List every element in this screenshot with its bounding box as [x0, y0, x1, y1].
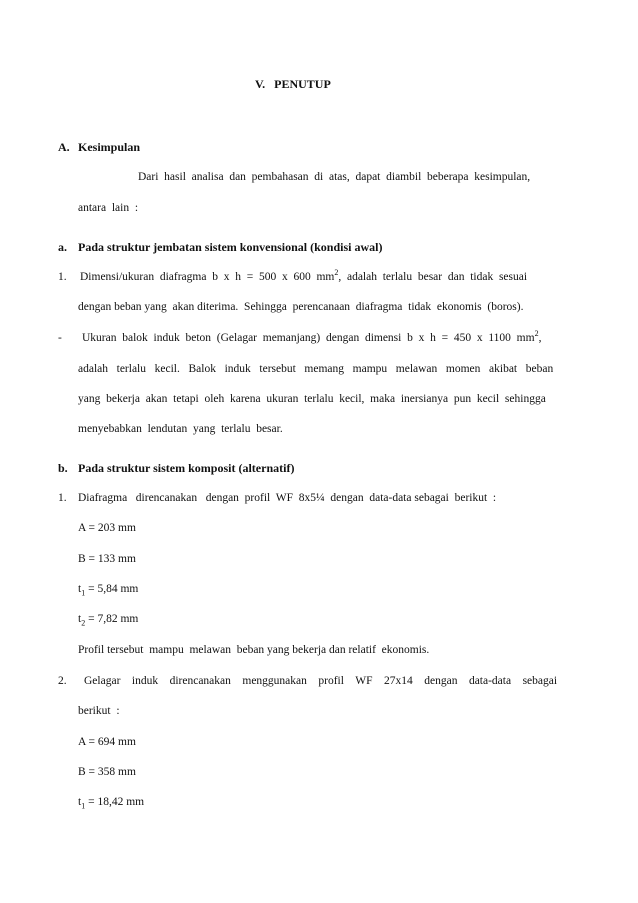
chapter-title: V. PENUTUP: [255, 77, 331, 91]
part-b-item-1-conclusion: Profil tersebut mampu melawan beban yang bekerja dan relatif ekonomis.: [78, 644, 430, 656]
part-b-item-1-line-1: Diafragma direncanakan dengan profil WF 8x5¼ dengan data-data sebagai berikut :: [78, 492, 497, 504]
part-a-item-1-line-1-post: , adalah terlalu besar dan tidak sesuai: [338, 271, 528, 283]
part-a-item-1-line-1-pre: Dimensi/ukuran diafragma b x h = 500 x 600 mm: [80, 271, 335, 283]
part-a-item-2-line-1-post: ,: [538, 332, 542, 344]
part-b-item-2-t1-sub: 1: [81, 801, 86, 811]
part-a-item-1-marker: 1.: [58, 271, 67, 283]
part-b-item-1-t2-sub: 2: [81, 618, 86, 628]
part-b-item-1-t1-sub: 1: [81, 588, 86, 598]
part-a-item-2-line-2: adalah terlalu kecil. Balok induk tersebut memang mampu melawan momen akibat beban: [78, 363, 554, 375]
part-b-item-1-A: A = 203 mm: [78, 522, 136, 534]
intro-line-2: antara lain :: [78, 202, 139, 214]
part-a-item-2-line-3: yang bekerja akan tetapi oleh karena ukuran terlalu kecil, maka inersianya pun kecil sehingga: [78, 393, 546, 405]
part-a-marker: a.: [58, 240, 67, 254]
part-a-item-1-line-2: dengan beban yang akan diterima. Sehingga perencanaan diafragma tidak ekonomis (boros).: [78, 301, 524, 313]
part-a-item-2-marker: -: [58, 332, 62, 344]
part-a-item-2-line-1-sup: 2: [534, 329, 539, 339]
part-b-item-2-t1-base: t: [78, 796, 82, 808]
part-a-item-1-line-1-sup: 2: [334, 268, 339, 278]
part-b-item-2-line-1: Gelagar induk direncanakan menggunakan profil WF 27x14 dengan data-data sebagai: [84, 675, 558, 687]
part-a-item-2-line-1: [82, 329, 542, 345]
part-b-item-2-marker: 2.: [58, 675, 67, 687]
section-a-marker: A.: [58, 140, 70, 154]
intro-line-1: Dari hasil analisa dan pembahasan di atas, dapat diambil beberapa kesimpulan,: [138, 171, 531, 183]
part-a-item-2-line-1-pre: Ukuran balok induk beton (Gelagar memanjang) dengan dimensi b x h = 450 x 1100 mm: [82, 332, 535, 344]
part-b-item-2-B: B = 358 mm: [78, 766, 136, 778]
part-a-item-1-line-1: [80, 268, 528, 284]
part-b-item-1-B: B = 133 mm: [78, 553, 136, 565]
part-b-item-1-t2: [78, 614, 138, 626]
section-a-title: Kesimpulan: [78, 140, 141, 154]
part-b-item-2-t1: [78, 797, 144, 809]
part-a-title: Pada struktur jembatan sistem konvensional (kondisi awal): [78, 240, 383, 254]
part-b-marker: b.: [58, 461, 68, 475]
part-b-item-1-t1: [78, 584, 138, 596]
part-b-item-2-line-2: berikut :: [78, 705, 120, 717]
part-a-item-2-line-4: menyebabkan lendutan yang terlalu besar.: [78, 423, 283, 435]
part-b-item-1-t1-base: t: [78, 583, 82, 595]
part-b-item-1-t2-value: = 7,82 mm: [85, 613, 139, 625]
part-b-item-1-t1-value: = 5,84 mm: [85, 583, 139, 595]
part-b-item-2-A: A = 694 mm: [78, 736, 136, 748]
part-b-item-1-t2-base: t: [78, 613, 82, 625]
part-b-item-2-t1-value: = 18,42 mm: [85, 796, 145, 808]
part-b-item-1-marker: 1.: [58, 492, 67, 504]
part-b-title: Pada struktur sistem komposit (alternatif): [78, 461, 295, 475]
